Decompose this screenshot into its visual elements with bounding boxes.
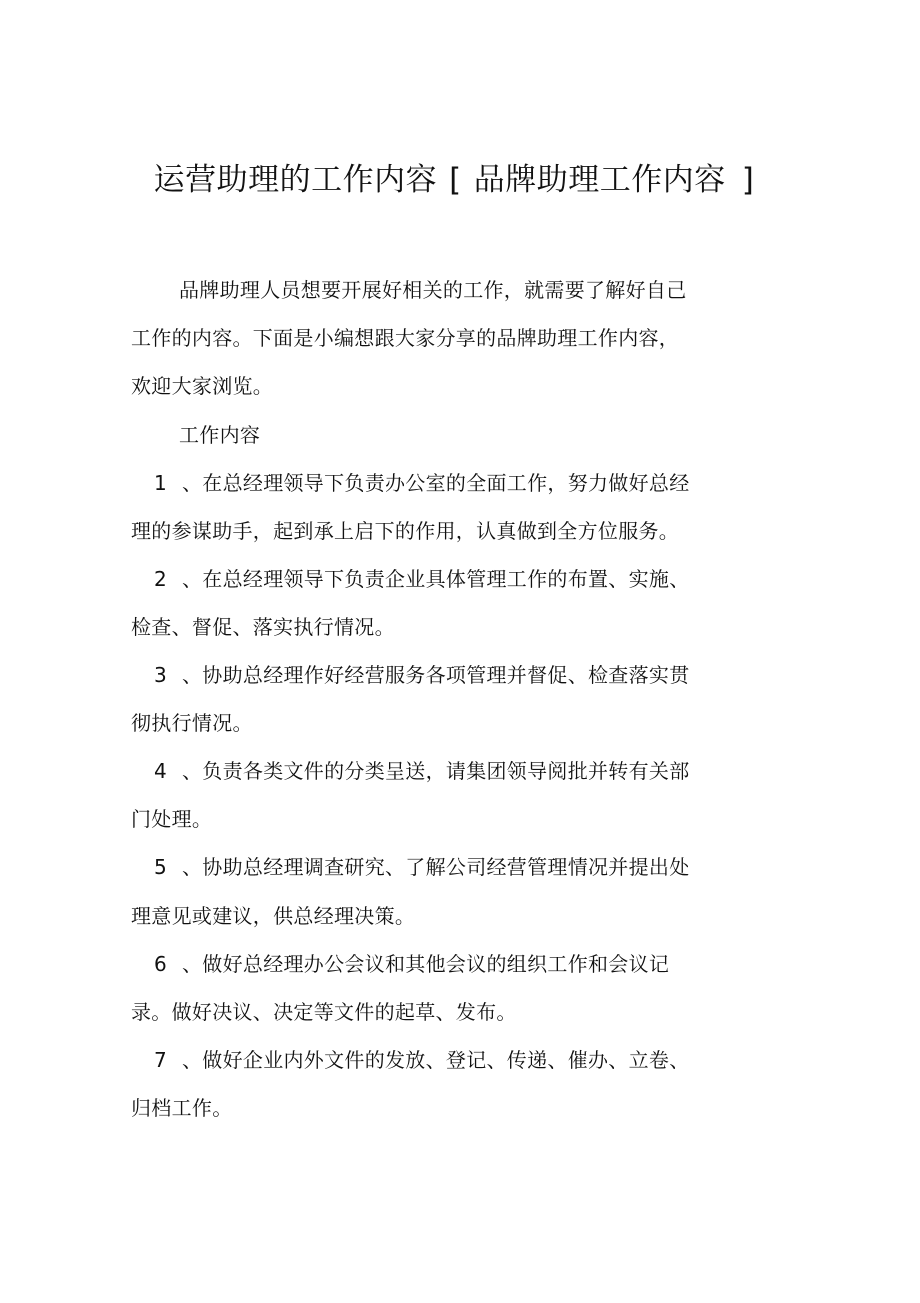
list-item-7-continuation: 归档工作。 [131, 1096, 233, 1120]
list-item-number: 1 [154, 471, 168, 495]
list-item-5 [154, 853, 690, 881]
list-item-2-continuation: 检查、督促、落实执行情况。 [131, 615, 395, 639]
list-item-text: 、做好企业内外文件的发放、登记、传递、催办、立卷、 [182, 1048, 690, 1072]
list-item-text: 、在总经理领导下负责办公室的全面工作，努力做好总经 [182, 471, 690, 495]
list-item-6 [154, 950, 669, 978]
list-item-7 [154, 1046, 690, 1074]
title-close-bracket: ] [741, 162, 755, 198]
intro-line-1: 品牌助理人员想要开展好相关的工作，就需要了解好自己 [179, 278, 687, 302]
document-title [0, 158, 920, 202]
list-item-number: 7 [154, 1048, 168, 1072]
list-item-number: 3 [154, 663, 168, 687]
title-main: 运营助理的工作内容 [153, 162, 438, 198]
list-item-3-continuation: 彻执行情况。 [131, 711, 253, 735]
list-item-1 [154, 469, 690, 497]
list-item-6-continuation: 录。做好决议、决定等文件的起草、发布。 [131, 1000, 517, 1024]
list-item-1-continuation: 理的参谋助手，起到承上启下的作用，认真做到全方位服务。 [131, 519, 680, 543]
list-item-text: 、负责各类文件的分类呈送，请集团领导阅批并转有关部 [182, 759, 690, 783]
list-item-5-continuation: 理意见或建议，供总经理决策。 [131, 904, 416, 928]
list-item-4 [154, 757, 690, 785]
list-item-number: 5 [154, 855, 168, 879]
list-item-4-continuation: 门处理。 [131, 807, 213, 831]
list-item-number: 2 [154, 567, 168, 591]
list-item-3 [154, 661, 690, 689]
list-item-text: 、协助总经理调查研究、了解公司经营管理情况并提出处 [182, 855, 690, 879]
list-item-number: 6 [154, 952, 168, 976]
intro-line-3: 欢迎大家浏览。 [131, 374, 274, 398]
title-sub: 品牌助理工作内容 [473, 162, 726, 198]
intro-line-2: 工作的内容。下面是小编想跟大家分享的品牌助理工作内容， [131, 326, 680, 350]
list-item-2 [154, 565, 690, 593]
list-item-text: 、协助总经理作好经营服务各项管理并督促、检查落实贯 [182, 663, 690, 687]
list-item-text: 、做好总经理办公会议和其他会议的组织工作和会议记 [182, 952, 670, 976]
title-open-bracket: [ [449, 162, 462, 198]
list-item-number: 4 [154, 759, 168, 783]
list-item-text: 、在总经理领导下负责企业具体管理工作的布置、实施、 [182, 567, 690, 591]
section-heading: 工作内容 [179, 423, 261, 447]
